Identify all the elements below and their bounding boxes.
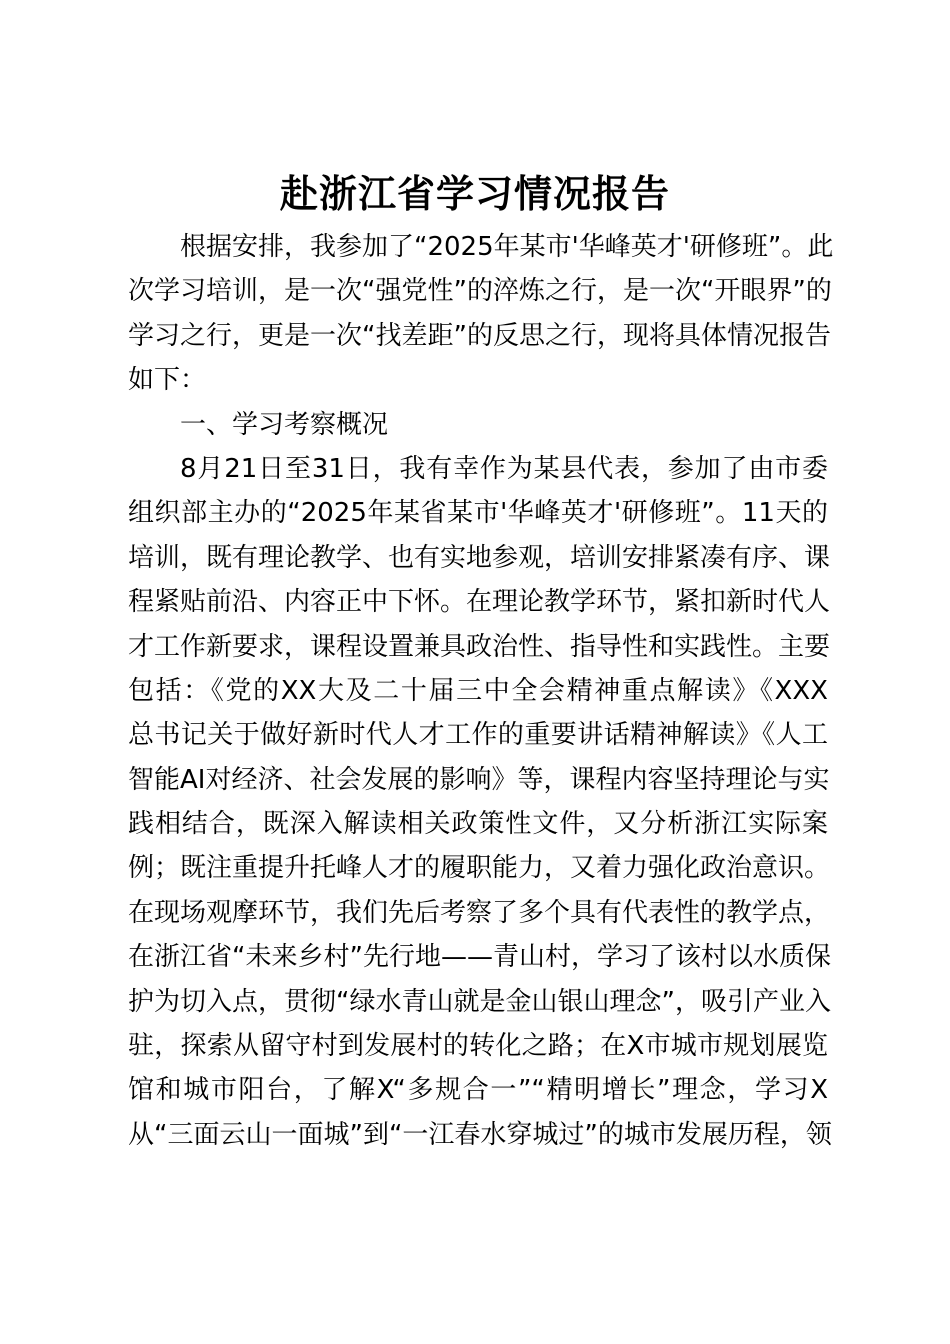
paragraph-line: 馆和城市阳台，了解X“多规合一”“精明增长”理念，学习X: [128, 1075, 828, 1106]
paragraph-line: 才工作新要求，课程设置兼具政治性、指导性和实践性。主要: [128, 631, 831, 662]
paragraph-line: 如下：: [128, 365, 207, 396]
paragraph-line: 程紧贴前沿、内容正中下怀。在理论教学环节，紧扣新时代人: [128, 587, 831, 618]
paragraph-line: 组织部主办的“2025年某省某市'华峰英才'研修班”。11天的: [128, 498, 828, 529]
paragraph-line: 次学习培训，是一次“强党性”的淬炼之行，是一次“开眼界”的: [128, 276, 832, 307]
paragraph-line: 在浙江省“未来乡村”先行地——青山村，学习了该村以水质保: [128, 942, 831, 973]
paragraph-line: 智能AI对经济、社会发展的影响》等，课程内容坚持理论与实: [128, 764, 830, 795]
paragraph-line: 总书记关于做好新时代人才工作的重要讲话精神解读》《人工: [128, 720, 828, 751]
document-body: [128, 225, 834, 1157]
paragraph-line: 例；既注重提升托峰人才的履职能力，又着力强化政治意识。: [128, 853, 831, 884]
document-title: 赴浙江省学习情况报告: [279, 172, 670, 216]
paragraph-line: 学习之行，更是一次“找差距”的反思之行，现将具体情况报告: [128, 320, 831, 351]
paragraph-line: 根据安排，我参加了“2025年某市'华峰英才'研修班”。此: [180, 232, 834, 262]
paragraph-line: 践相结合，既深入解读相关政策性文件，又分析浙江实际案: [128, 809, 828, 840]
paragraph-line: 在现场观摩环节，我们先后考察了多个具有代表性的教学点，: [128, 897, 831, 928]
paragraph-line: 8月21日至31日，我有幸作为某县代表，参加了由市委: [180, 453, 828, 484]
paragraph-line: 护为切入点，贯彻“绿水青山就是金山银山理念”，吸引产业入: [128, 986, 831, 1017]
section-heading: 一、学习考察概况: [180, 409, 389, 440]
paragraph-line: 包括：《党的XX大及二十届三中全会精神重点解读》《XXX: [128, 675, 828, 706]
paragraph-line: 培训，既有理论教学、也有实地参观，培训安排紧凑有序、课: [128, 542, 831, 573]
paragraph-line: 驻，探索从留守村到发展村的转化之路；在X市城市规划展览: [128, 1031, 828, 1062]
paragraph-line: 从“三面云山一面城”到“一江春水穿城过”的城市发展历程，领: [128, 1119, 832, 1150]
